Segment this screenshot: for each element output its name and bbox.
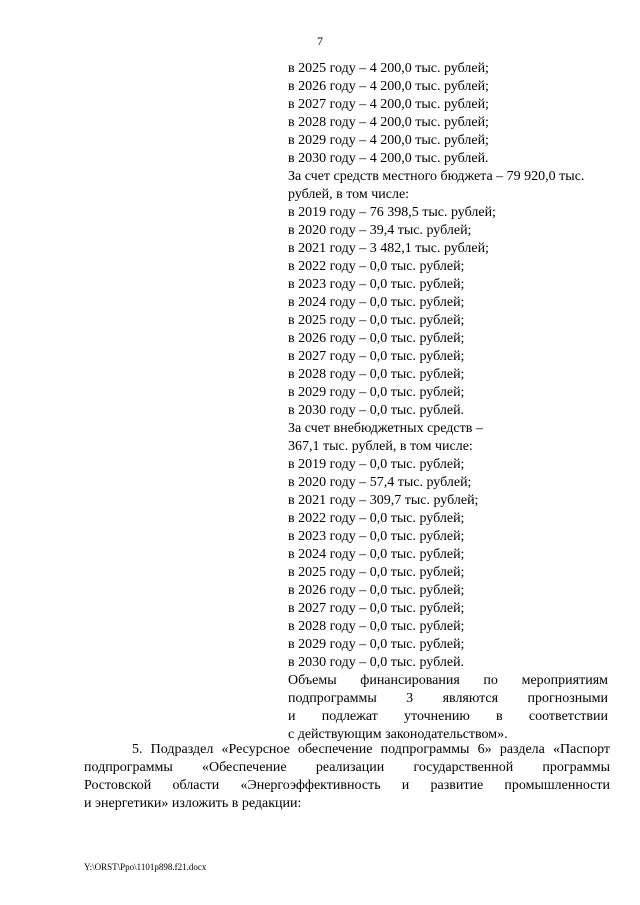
forecast-note-line: Объемы финансирования по мероприятиям bbox=[288, 673, 608, 688]
forecast-note-line: и подлежат уточнению в соответствии bbox=[288, 709, 608, 724]
forecast-note-line: подпрограммы 3 являются прогнозными bbox=[288, 691, 608, 706]
extra-budget-line: в 2027 году – 0,0 тыс. рублей; bbox=[288, 601, 465, 616]
footer-file-path: Y:\ORST\Ppo\1101p898.f21.docx bbox=[84, 862, 207, 872]
local-budget-line: в 2028 году – 0,0 тыс. рублей; bbox=[288, 367, 465, 382]
regional-line: в 2028 году – 4 200,0 тыс. рублей; bbox=[288, 115, 489, 130]
extra-budget-line: в 2021 году – 309,7 тыс. рублей; bbox=[288, 493, 479, 508]
extra-budget-header: За счет внебюджетных средств – bbox=[288, 421, 483, 436]
local-budget-line: в 2027 году – 0,0 тыс. рублей; bbox=[288, 349, 465, 364]
extra-budget-line: в 2028 году – 0,0 тыс. рублей; bbox=[288, 619, 465, 634]
paragraph-5 bbox=[84, 741, 610, 813]
regional-line: в 2026 году – 4 200,0 тыс. рублей; bbox=[288, 79, 489, 94]
local-budget-line: в 2019 году – 76 398,5 тыс. рублей; bbox=[288, 205, 496, 220]
extra-budget-line: в 2024 году – 0,0 тыс. рублей; bbox=[288, 547, 465, 562]
paragraph-5-line: и энергетики» изложить в редакции: bbox=[84, 796, 302, 811]
regional-line: в 2029 году – 4 200,0 тыс. рублей; bbox=[288, 133, 489, 148]
extra-budget-line: в 2030 году – 0,0 тыс. рублей. bbox=[288, 655, 465, 670]
local-budget-line: в 2023 году – 0,0 тыс. рублей; bbox=[288, 277, 465, 292]
local-budget-line: в 2026 году – 0,0 тыс. рублей; bbox=[288, 331, 465, 346]
extra-budget-line: в 2026 году – 0,0 тыс. рублей; bbox=[288, 583, 465, 598]
regional-line: в 2027 году – 4 200,0 тыс. рублей; bbox=[288, 97, 489, 112]
forecast-note-line: с действующим законодательством». bbox=[288, 727, 508, 742]
extra-budget-line: в 2019 году – 0,0 тыс. рублей; bbox=[288, 457, 465, 472]
paragraph-5-line: Ростовской области «Энергоэффективность и развитие промышленности bbox=[84, 778, 610, 793]
local-budget-line: в 2025 году – 0,0 тыс. рублей; bbox=[288, 313, 465, 328]
local-budget-line: в 2020 году – 39,4 тыс. рублей; bbox=[288, 223, 472, 238]
regional-line: в 2030 году – 4 200,0 тыс. рублей. bbox=[288, 151, 489, 166]
regional-line: в 2025 году – 4 200,0 тыс. рублей; bbox=[288, 61, 489, 76]
local-budget-line: в 2022 году – 0,0 тыс. рублей; bbox=[288, 259, 465, 274]
local-budget-line: в 2024 году – 0,0 тыс. рублей; bbox=[288, 295, 465, 310]
extra-budget-header-cont: 367,1 тыс. рублей, в том числе: bbox=[288, 439, 473, 454]
paragraph-5-line: подпрограммы «Обеспечение реализации государственной программы bbox=[84, 760, 610, 775]
extra-budget-line: в 2020 году – 57,4 тыс. рублей; bbox=[288, 475, 472, 490]
local-budget-line: в 2029 году – 0,0 тыс. рублей; bbox=[288, 385, 465, 400]
extra-budget-line: в 2025 году – 0,0 тыс. рублей; bbox=[288, 565, 465, 580]
paragraph-5-line: 5. Подраздел «Ресурсное обеспечение подпрограммы 6» раздела «Паспорт bbox=[132, 742, 610, 757]
extra-budget-line: в 2023 году – 0,0 тыс. рублей; bbox=[288, 529, 465, 544]
local-budget-line: в 2021 году – 3 482,1 тыс. рублей; bbox=[288, 241, 489, 256]
extra-budget-line: в 2029 году – 0,0 тыс. рублей; bbox=[288, 637, 465, 652]
extra-budget-line: в 2022 году – 0,0 тыс. рублей; bbox=[288, 511, 465, 526]
page-number: 7 bbox=[317, 34, 323, 48]
funding-column bbox=[288, 60, 608, 744]
local-budget-header-cont: рублей, в том числе: bbox=[288, 187, 410, 202]
local-budget-line: в 2030 году – 0,0 тыс. рублей. bbox=[288, 403, 465, 418]
local-budget-header: За счет средств местного бюджета – 79 920,0 тыс. bbox=[288, 169, 585, 184]
